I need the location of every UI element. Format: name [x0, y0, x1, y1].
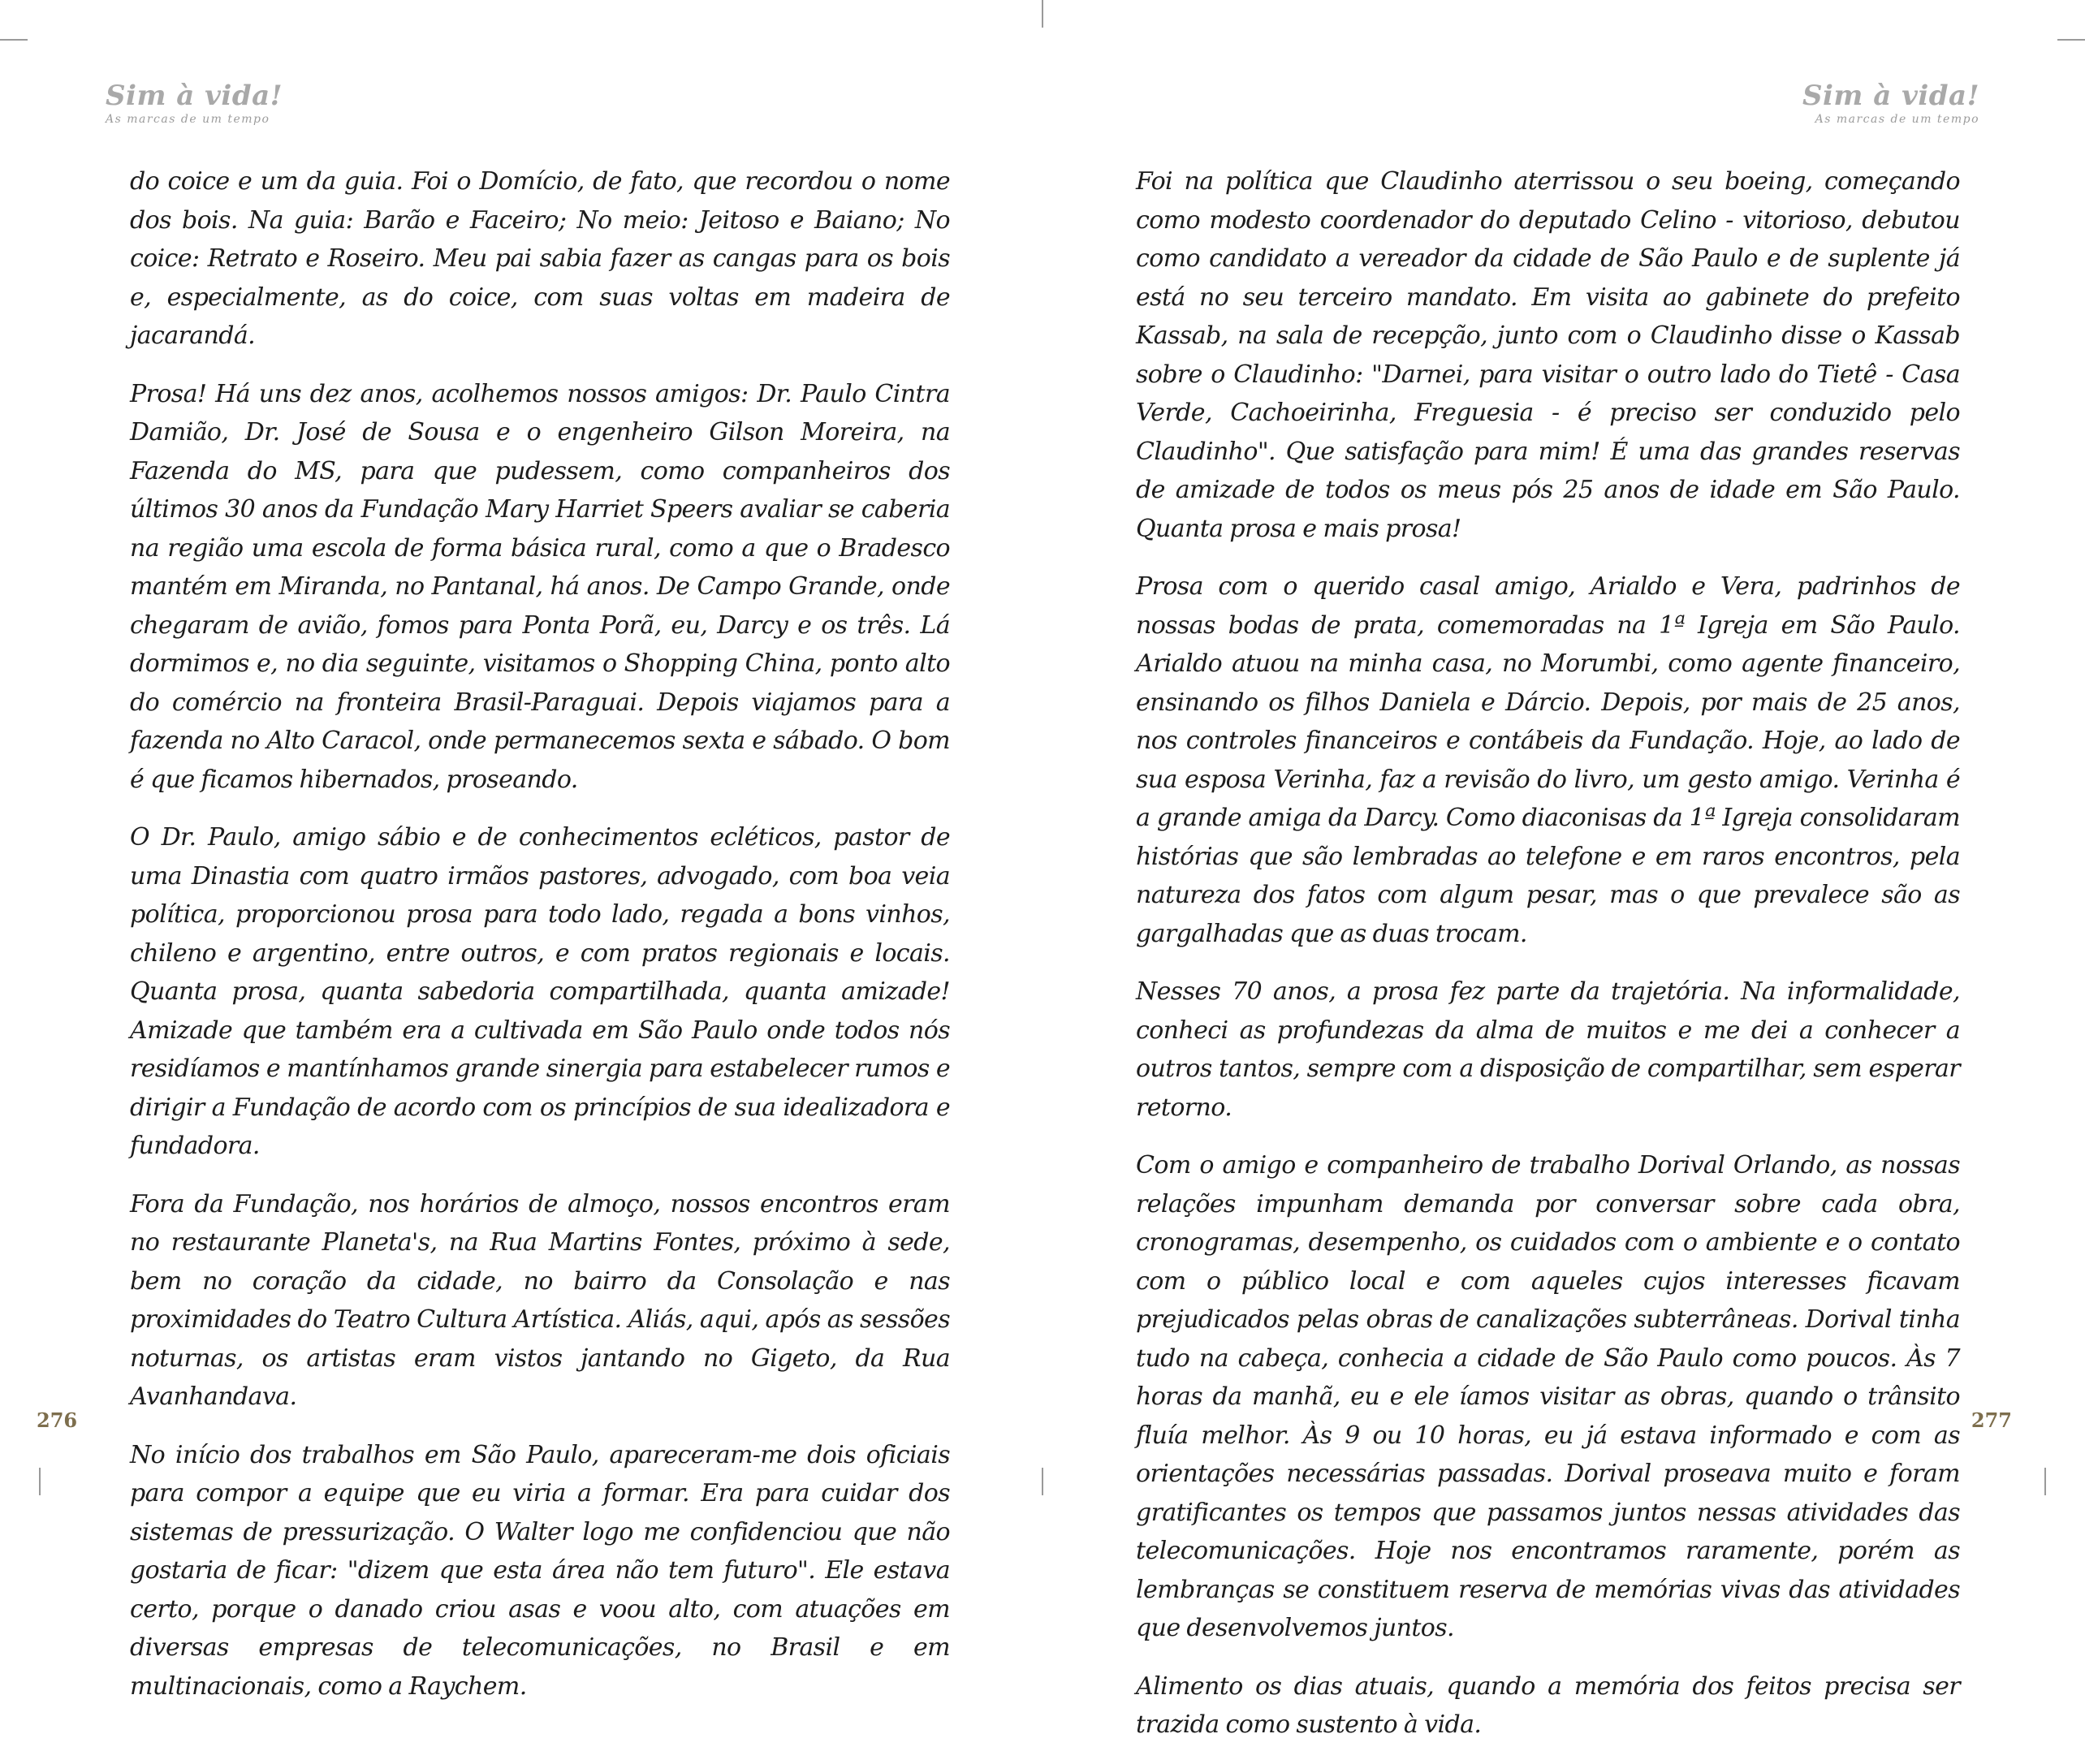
running-header — [106, 81, 283, 126]
page-number: 276 — [37, 1408, 78, 1432]
paragraph: Fora da Fundação, nos horários de almoço, nossos encontros eram no restaurante Planeta's, na Rua Martins Fontes, próximo à sede, bem no coração da cidade, no bairro da Consolação e nas proximidades do Teatro Cultura Artística. Aliás, aqui, após as sessões noturnas, os artistas eram vistos jantando no Gigeto, da Rua Avanhandava. — [130, 1189, 950, 1411]
right-page — [1042, 0, 2085, 1739]
paragraph: Prosa com o querido casal amigo, Arialdo e Vera, padrinhos de nossas bodas de prata, comemoradas na 1ª Igreja em São Paulo. Arialdo atuou na minha casa, no Morumbi, como agente financeiro, ensinando os filhos Daniela e Dárcio. Depois, por mais de 25 anos, nos controles financeiros e contábeis da Fundação. Hoje, ao lado de sua esposa Verinha, faz a revisão do livro, um gesto amigo. Verinha é a grande amiga da Darcy. Como diaconisas da 1ª Igreja consolidaram histórias que são lembradas ao telefone e em raros encontros, pela natureza dos fatos com algum pesar, mas o que prevalece são as gargalhadas que as duas trocam. — [1136, 572, 1960, 948]
paragraph: Foi na política que Claudinho aterrissou o seu boeing, começando como modesto coordenador do deputado Celino - vitorioso, debutou como candidato a vereador da cidade de São Paulo e de suplente já está no seu terceiro mandato. Em visita ao gabinete do prefeito Kassab, na sala de recepção, junto com o Claudinho disse o Kassab sobre o Claudinho: "Darnei, para visitar o outro lado do Tietê - Casa Verde, Cachoeirinha, Freguesia - é preciso ser conduzido pelo Claudinho". Que satisfação para mim! É uma das grandes reservas de amizade de todos os meus pós 25 anos de idade em São Paulo. Quanta prosa e mais prosa! — [1136, 167, 1960, 543]
left-page — [0, 0, 1042, 1701]
paragraph: No início dos trabalhos em São Paulo, apareceram-me dois oficiais para compor a equipe que eu viria a formar. Era para cuidar dos sistemas de pressurização. O Walter logo me confidenciou que não gostaria de ficar: "dizem que esta área não tem futuro". Ele estava certo, porque o danado criou asas e voou alto, com atuações em diversas empresas de telecomunicações, no Brasil e em multinacionais, como a Raychem. — [130, 1440, 950, 1701]
paragraph: Prosa! Há uns dez anos, acolhemos nossos amigos: Dr. Paulo Cintra Damião, Dr. José de Sousa e o engenheiro Gilson Moreira, na Fazenda do MS, para que pudessem, como companheiros dos últimos 30 anos da Fundação Mary Harriet Speers avaliar se caberia na região uma escola de forma básica rural, como a que o Bradesco mantém em Miranda, no Pantanal, há anos. De Campo Grande, onde chegaram de avião, fomos para Ponta Porã, eu, Darcy e os três. Lá dormimos e, no dia seguinte, visitamos o Shopping China, ponto alto do comércio na fronteira Brasil-Paraguai. Depois viajamos para a fazenda no Alto Caracol, onde permanecemos sexta e sábado. O bom é que ficamos hibernados, proseando. — [130, 379, 950, 794]
book-title: Sim à vida! — [1802, 80, 1979, 112]
paragraph: Alimento os dias atuais, quando a memória dos feitos precisa ser trazida como sustento à vida. — [1136, 1671, 1960, 1739]
page-body — [1136, 162, 1960, 1764]
book-title: Sim à vida! — [106, 80, 283, 112]
paragraph: do coice e um da guia. Foi o Domício, de fato, que recordou o nome dos bois. Na guia: Barão e Faceiro; No meio: Jeitoso e Baiano; No coice: Retrato e Roseiro. Meu pai sabia fazer as cangas para os bois e, especialmente, as do coice, com suas voltas em madeira de jacarandá. — [130, 167, 950, 350]
paragraph: O Dr. Paulo, amigo sábio e de conhecimentos ecléticos, pastor de uma Dinastia com quatro irmãos pastores, advogado, com boa veia política, proporcionou prosa para todo lado, regada a bons vinhos, chileno e argentino, entre outros, e com pratos regionais e locais. Quanta prosa, quanta sabedoria compartilhada, quanta amizade! Amizade que também era a cultivada em São Paulo onde todos nós residíamos e mantínhamos grande sinergia para estabelecer rumos e dirigir a Fundação de acordo com os princípios de sua idealizadora e fundadora. — [130, 823, 950, 1160]
book-subtitle: As marcas de um tempo — [106, 113, 270, 127]
paragraph: Nesses 70 anos, a prosa fez parte da trajetória. Na informalidade, conheci as profundezas da alma de muitos e me dei a conhecer a outros tantos, sempre com a disposição de compartilhar, sem esperar retorno. — [1136, 977, 1960, 1122]
book-subtitle: As marcas de um tempo — [1815, 113, 1979, 127]
running-header — [1802, 81, 1979, 126]
page-body — [130, 162, 950, 1725]
paragraph: Com o amigo e companheiro de trabalho Dorival Orlando, as nossas relações impunham demanda por conversar sobre cada obra, cronogramas, desempenho, os cuidados com o ambiente e o contato com o público local e com aqueles cujos interesses ficavam prejudicados pelas obras de canalizações subterrâneas. Dorival tinha tudo na cabeça, conhecia a cidade de São Paulo como poucos. Às 7 horas da manhã, eu e ele íamos visitar as obras, quando o trânsito fluía melhor. Às 9 ou 10 horas, eu já estava informado e com as orientações necessárias passadas. Dorival proseava muito e foram gratificantes os tempos que passamos juntos nessas atividades das telecomunicações. Hoje nos encontramos raramente, porém as lembranças se constituem reserva de memórias vivas das atividades que desenvolvemos juntos. — [1136, 1151, 1960, 1642]
page-number: 277 — [1971, 1408, 2012, 1432]
